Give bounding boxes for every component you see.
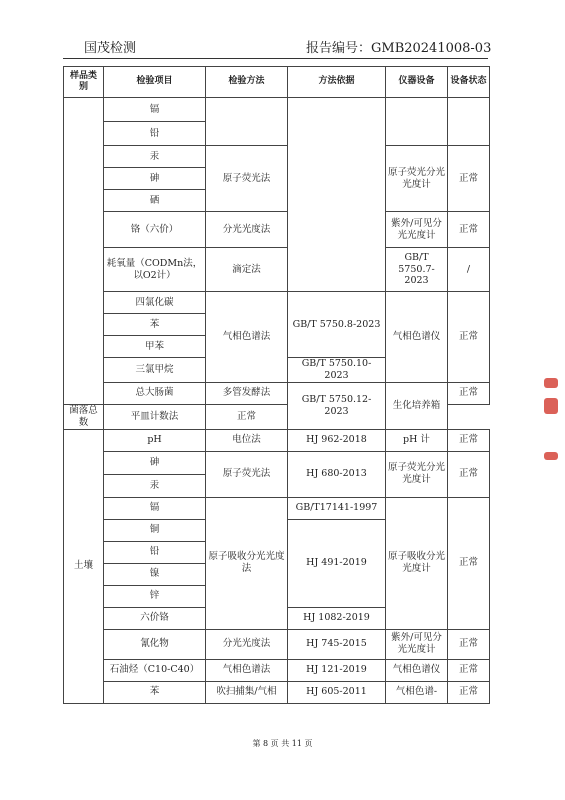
table-cell: 紫外/可见分光光度计 (386, 629, 448, 659)
table-cell: 苯 (104, 681, 206, 703)
table-cell: 气相色谱法 (206, 659, 288, 681)
table-cell: 吹扫捕集/气相 (206, 681, 288, 703)
table-cell: 硒 (104, 190, 206, 212)
table-cell: 正常 (448, 292, 490, 383)
seal-stamp-fragment (544, 398, 558, 414)
col-header-instrument: 仪器设备 (386, 67, 448, 98)
table-cell: 原子荧光分光光度计 (386, 451, 448, 497)
table-cell: 正常 (448, 429, 490, 451)
table-cell: 原子荧光法 (206, 146, 288, 212)
table-cell: 滴定法 (206, 248, 288, 292)
table-cell: 铅 (104, 541, 206, 563)
table-cell: 六价铬 (104, 607, 206, 629)
table-cell: HJ 1082-2019 (288, 607, 386, 629)
table-cell: 汞 (104, 474, 206, 497)
table-cell: 氰化物 (104, 629, 206, 659)
table-cell: 镍 (104, 563, 206, 585)
table-cell: 正常 (448, 382, 490, 404)
table-cell: 气相色谱仪 (386, 292, 448, 383)
table-cell: 四氯化碳 (104, 292, 206, 314)
table-cell: 紫外/可见分光光度计 (386, 212, 448, 248)
table-cell: GB/T 5750.10-2023 (288, 358, 386, 383)
table-cell: 砷 (104, 168, 206, 190)
table-cell: 总大肠菌 (104, 382, 206, 404)
header-divider (63, 58, 488, 59)
table-cell: 正常 (448, 659, 490, 681)
table-cell: HJ 680-2013 (288, 451, 386, 497)
table-cell: 镉 (104, 497, 206, 519)
report-number: 报告编号：GMB20241008-03 (306, 41, 492, 56)
table-cell: 苯 (104, 314, 206, 336)
table-cell: 电位法 (206, 429, 288, 451)
table-cell: 正常 (206, 404, 288, 429)
table-cell: 原子吸收分光光度法 (206, 497, 288, 629)
inspection-table (63, 66, 490, 704)
table-cell: 气相色谱- (386, 681, 448, 703)
table-cell (448, 98, 490, 146)
org-name: 国茂检测 (84, 41, 137, 56)
table-cell: 原子荧光分光光度计 (386, 146, 448, 212)
table-cell: 原子荧光法 (206, 451, 288, 497)
table-cell (288, 98, 386, 292)
table-cell: / (448, 248, 490, 292)
table-cell: pH (104, 429, 206, 451)
seal-stamp-fragment (544, 378, 558, 388)
table-cell: 正常 (448, 497, 490, 629)
table-cell: GB/T 5750.8-2023 (288, 292, 386, 358)
table-cell (386, 98, 448, 146)
table-cell: 分光光度法 (206, 629, 288, 659)
table-cell: 气相色谱仪 (386, 659, 448, 681)
table-cell: 菌落总数 (64, 404, 104, 429)
table-cell: 镉 (104, 98, 206, 122)
category-cell-soil: 土壤 (64, 429, 104, 703)
table-cell: GB/T 5750.7-2023 (386, 248, 448, 292)
table-cell: HJ 745-2015 (288, 629, 386, 659)
table-cell: 正常 (448, 146, 490, 212)
category-cell-water (64, 98, 104, 405)
table-cell: 气相色谱法 (206, 292, 288, 383)
table-cell (206, 98, 288, 146)
table-cell: 耗氧量（CODMn法，以O2计） (104, 248, 206, 292)
table-cell: 石油烃（C10-C40） (104, 659, 206, 681)
table-cell: HJ 491-2019 (288, 519, 386, 607)
col-header-method: 检验方法 (206, 67, 288, 98)
table-cell: 正常 (448, 681, 490, 703)
table-cell: 铬（六价） (104, 212, 206, 248)
table-cell: 甲苯 (104, 336, 206, 358)
col-header-status: 设备状态 (448, 67, 490, 98)
table-cell: 锌 (104, 585, 206, 607)
table-cell: 砷 (104, 451, 206, 474)
table-cell: GB/T 5750.12-2023 (288, 382, 386, 429)
table-cell: 正常 (448, 212, 490, 248)
table-cell: HJ 605-2011 (288, 681, 386, 703)
table-cell: 分光光度法 (206, 212, 288, 248)
table-cell: HJ 121-2019 (288, 659, 386, 681)
table-cell: 正常 (448, 451, 490, 497)
table-cell: 汞 (104, 146, 206, 168)
table-cell: 生化培养箱 (386, 382, 448, 429)
table-cell: pH 计 (386, 429, 448, 451)
col-header-category: 样品类别 (64, 67, 104, 98)
table-cell: 原子吸收分光光度计 (386, 497, 448, 629)
table-cell: 平皿计数法 (104, 404, 206, 429)
table-cell: HJ 962-2018 (288, 429, 386, 451)
table-cell: 铜 (104, 519, 206, 541)
page-footer: 第 8 页 共 11 页 (252, 739, 313, 748)
table-cell: 正常 (448, 629, 490, 659)
col-header-item: 检验项目 (104, 67, 206, 98)
table-cell: 三氯甲烷 (104, 358, 206, 383)
table-cell: 多管发酵法 (206, 382, 288, 404)
col-header-basis: 方法依据 (288, 67, 386, 98)
table-cell: GB/T17141-1997 (288, 497, 386, 519)
table-cell: 铅 (104, 122, 206, 146)
seal-stamp-fragment (544, 452, 558, 460)
